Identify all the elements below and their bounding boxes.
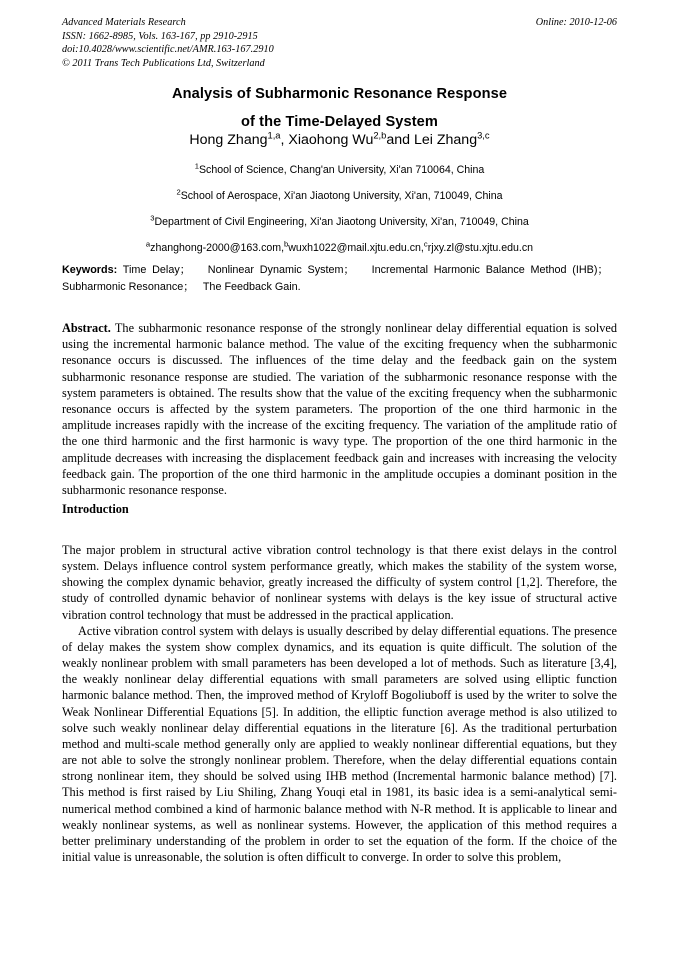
affiliation-3-marker: 3	[150, 213, 155, 223]
abstract-text: The subharmonic resonance response of the strongly nonlinear delay differential equation is solved using the incremental harmonic balance method. The value of the exciting frequency when the subharmonic resonance occurs is discussed. The influences of the time delay and the feedback gain on the system subharmonic resonance response are studied. The variation of the subharmonic resonance response with the system parameters is obtained. The results show that the value of the exciting frequency when the subharmonic resonance occurs is affected by the system parameters. The proportion of the one third harmonic in the amplitude increases rapidly with the increase of the exciting frequency. The variation of the amplitude ratio of the one third harmonic and the first harmonic is wavy type. The proportion of the one third harmonic in the amplitude decreases with increasing the displacement feedback gain and increases with increasing the velocity feedback gain. The proportion of the one third harmonic in the amplitude occupies a dominant position in the subharmonic resonance response.	[62, 321, 617, 498]
author-list	[62, 130, 617, 151]
author-2-name: Xiaohong Wu	[288, 132, 374, 148]
affiliation-3-text: Department of Civil Engineering, Xi'an Jiaotong University, Xi'an, 710049, China	[154, 216, 529, 228]
journal-doi-line: doi:10.4028/www.scientific.net/AMR.163-167.2910	[62, 44, 274, 56]
author-3-name: Lei Zhang	[413, 132, 478, 148]
affiliation-2-text: School of Aerospace, Xi'an Jiaotong University, Xi'an, 710049, China	[180, 190, 503, 202]
introduction-paragraph-1: The major problem in structural active vibration control technology is that there exist delays in the control system. Delays influence control system performance greatly, which makes the stability of the system worse, showing the complex dynamic behavior, greatly increased the difficulty of system control [1,2]. Therefore, the study of controlled dynamic behavior of nonlinear systems with delays is the key issue of structural active vibration control technology that must be addressed in the practical application.	[62, 543, 617, 622]
author-1-name: Hong Zhang	[189, 132, 268, 148]
introduction-body	[62, 542, 617, 865]
page-title	[62, 80, 617, 136]
abstract-label: Abstract.	[62, 321, 111, 335]
email-a-marker: a	[145, 239, 151, 249]
email-c[interactable]: rjxy.zl@stu.xjtu.edu.cn	[427, 242, 534, 254]
abstract-block	[62, 320, 617, 498]
paper-title-line-2: of the Time-Delayed System	[241, 114, 438, 130]
introduction-paragraph-2: Active vibration control system with delays is usually described by delay differential equations. The presence of delay makes the system show complex dynamics, and its equation is quite difficult. The solution of the weakly nonlinear problem with small parameters has been developed a lot of methods. Such as literature [3,4], the weakly nonlinear delay differential equations with small parameters are solved using elliptic function harmonic balance method. Then, the improved method of Kryloff Bogoliuboff is used by the writer to solve the Weak Nonlinear Differential Equations [5]. In addition, the elliptic function average method is also utilized to solve such weakly nonlinear delay differential equations in the literature [6]. As the traditional perturbation method and multi-scale method generally only are applied to weakly nonlinear differential equations, but they are not able to solve the strongly nonlinear problem. Therefore, when the delay differential equations contain strong nonlinear item, they should be solved using IHB method (Incremental harmonic balance method) [7]. This method is first raised by Liu Shiling, Zhang Youqi etal in 1981, its basic idea is a semi-analytical semi-numerical method combined a kind of harmonic balance method with N-R method. It is applicable to linear and weakly nonlinear systems, as well as nonlinear systems. However, the application of this method requires a better preliminary understanding of the problem in order to set the equation of the form. If the choice of the initial value is unreasonable, the solution is often difficult to converge. In order to solve this problem,	[62, 623, 617, 864]
journal-issn-line: ISSN: 1662-8985, Vols. 163-167, pp 2910-2915	[62, 30, 258, 42]
email-a[interactable]: zhanghong-2000@163.com,	[150, 242, 285, 254]
author-1-affil-marker: 1,a	[267, 130, 281, 141]
journal-header-top-row	[62, 16, 617, 30]
author-3-affil-marker: 3,c	[477, 130, 490, 141]
email-b-marker: b	[284, 239, 289, 249]
keywords-text: Time Delay； Nonlinear Dynamic System； Incremental Harmonic Balance Method (IHB)； Subharmonic Resonance； The Feedback Gain.	[62, 264, 617, 294]
affiliation-1-text: School of Science, Chang'an University, Xi'an 710064, China	[198, 164, 485, 176]
author-separator-1: ,	[280, 132, 289, 148]
section-heading-introduction: Introduction	[62, 502, 129, 516]
affiliation-list	[62, 157, 617, 261]
affiliation-1	[62, 157, 617, 183]
journal-header	[62, 16, 617, 70]
paper-title-line-1: Analysis of Subharmonic Resonance Response	[171, 86, 508, 102]
journal-copyright-line: © 2011 Trans Tech Publications Ltd, Switzerland	[62, 57, 265, 69]
author-separator-2: and	[386, 132, 414, 148]
affiliation-1-marker: 1	[194, 161, 199, 171]
keywords-label: Keywords:	[62, 264, 118, 276]
keywords-block	[62, 262, 617, 297]
affiliation-3	[62, 209, 617, 235]
journal-name: Advanced Materials Research	[62, 17, 186, 28]
affiliation-2	[62, 183, 617, 209]
email-b[interactable]: wuxh1022@mail.xjtu.edu.cn,	[288, 242, 424, 254]
email-c-marker: c	[423, 239, 428, 249]
author-2-affil-marker: 2,b	[373, 130, 387, 141]
affiliation-2-marker: 2	[176, 187, 181, 197]
journal-online-date: Online: 2010-12-06	[535, 17, 617, 28]
author-emails	[62, 235, 617, 261]
